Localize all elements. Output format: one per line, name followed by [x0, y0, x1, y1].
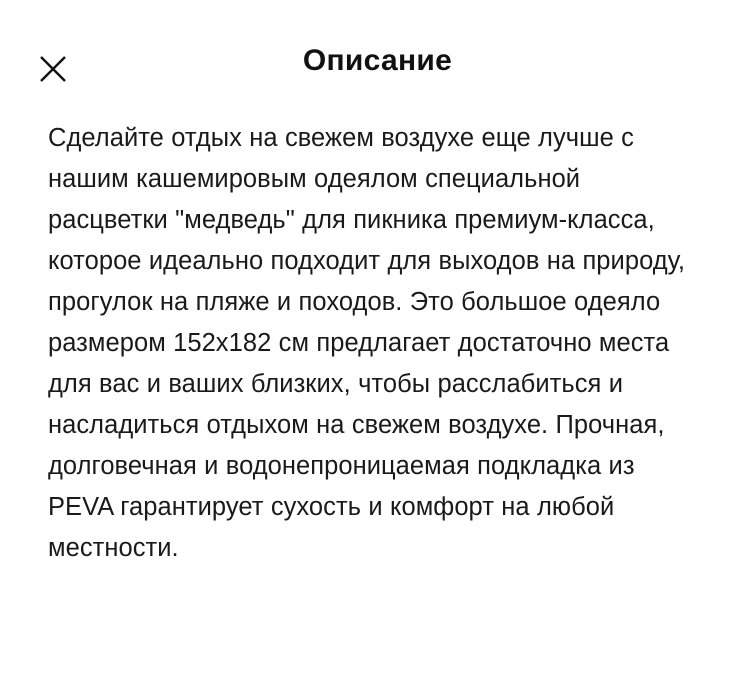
- description-text: Сделайте отдых на свежем воздухе еще лучше с нашим кашемировым одеялом специальной расцветки "медведь" для пикника премиум-класса, которое идеально подходит для выходов на природу, прогулок на пляже и походов. Это большое одеяло размером 152x182 см предлагает достаточно места для вас и ваших близких, чтобы расслабиться и насладиться отдыхом на свежем воздухе. Прочная, долговечная и водонепроницаемая подкладка из PEVA гарантирует сухость и комфорт на любой местности.: [48, 124, 686, 562]
- page-title: Описание: [302, 44, 453, 77]
- sheet-header: [0, 0, 755, 118]
- close-button[interactable]: [36, 52, 70, 86]
- close-icon: [38, 54, 68, 84]
